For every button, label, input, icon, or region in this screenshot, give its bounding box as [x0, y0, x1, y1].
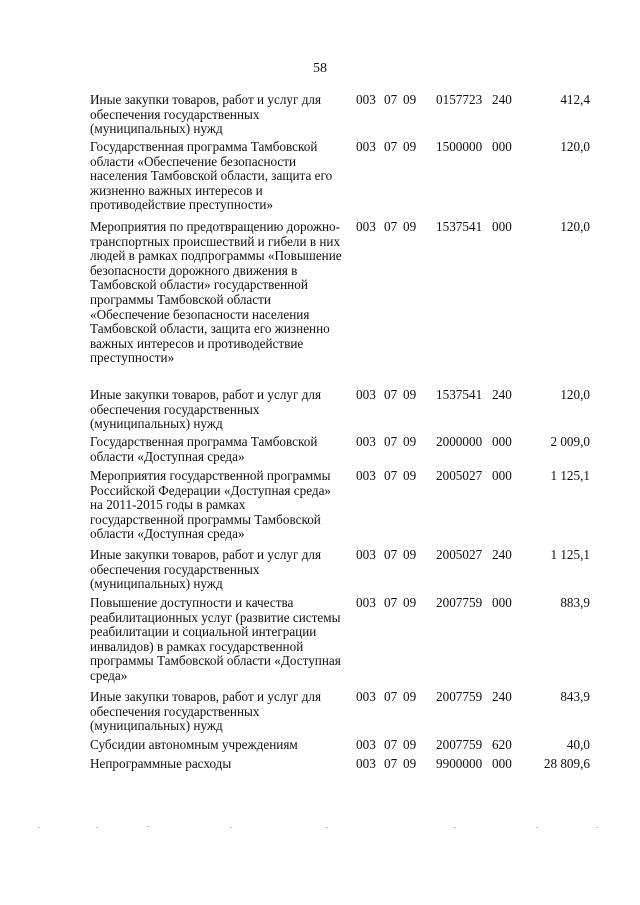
expense-type-code: 000 [492, 468, 512, 483]
section-code: 07 [384, 468, 398, 483]
subsection-code: 09 [403, 689, 417, 704]
row-name: Государственная программа Тамбовской области «Доступная среда» [90, 434, 318, 464]
target-article-code: 2000000 [436, 434, 483, 449]
section-code: 07 [384, 219, 398, 234]
ministry-code: 003 [356, 434, 376, 449]
amount: 883,9 [560, 595, 590, 610]
ministry-code: 003 [356, 468, 376, 483]
section-code: 07 [384, 387, 398, 402]
amount: 1 125,1 [550, 468, 590, 483]
page-number: 58 [313, 61, 327, 76]
section-code: 07 [384, 92, 398, 107]
amount: 2 009,0 [550, 434, 590, 449]
subsection-code: 09 [403, 139, 417, 154]
scan-dot [96, 827, 98, 828]
scan-dot [147, 826, 150, 827]
ministry-code: 003 [356, 547, 376, 562]
amount: 412,4 [560, 92, 590, 107]
section-code: 07 [384, 547, 398, 562]
scan-dot [596, 827, 598, 828]
ministry-code: 003 [356, 387, 376, 402]
row-name: Иные закупки товаров, работ и услуг для обеспечения государственных (муниципальных) нужд [90, 547, 322, 592]
amount: 40,0 [566, 737, 590, 752]
expense-type-code: 240 [492, 547, 512, 562]
subsection-code: 09 [403, 547, 417, 562]
subsection-code: 09 [403, 756, 417, 771]
expense-type-code: 620 [492, 737, 512, 752]
subsection-code: 09 [403, 219, 417, 234]
section-code: 07 [384, 595, 398, 610]
row-name: Иные закупки товаров, работ и услуг для обеспечения государственных (муниципальных) нужд [90, 689, 322, 734]
expense-type-code: 240 [492, 92, 512, 107]
target-article-code: 2007759 [436, 737, 483, 752]
row-name: Иные закупки товаров, работ и услуг для обеспечения государственных (муниципальных) нужд [90, 387, 322, 432]
amount: 120,0 [560, 219, 590, 234]
row-name: Повышение доступности и качества реабилитационных услуг (развитие системы реабилитации и социальной интеграции инвалидов) в рамках государственной программы Тамбовской области «Доступная среда» [90, 595, 341, 683]
row-name: Мероприятия по предотвращению дорожно-транспортных происшествий и гибели в них людей в рамках подпрограммы «Повышение безопасности дорожного движения в Тамбовской области» государственной программы Тамбовской области «Обеспечение безопасности населения Тамбовской области, защита его жизненно важных интересов и противодействие преступности» [90, 219, 342, 366]
ministry-code: 003 [356, 756, 376, 771]
target-article-code: 9900000 [436, 756, 483, 771]
ministry-code: 003 [356, 689, 376, 704]
section-code: 07 [384, 756, 398, 771]
subsection-code: 09 [403, 468, 417, 483]
scan-dot [325, 827, 328, 828]
expense-type-code: 240 [492, 689, 512, 704]
row-name: Мероприятия государственной программы Российской Федерации «Доступная среда» на 2011-2015 годы в рамках государственной программы Тамбовской области «Доступная среда» [90, 468, 332, 542]
target-article-code: 2007759 [436, 595, 483, 610]
subsection-code: 09 [403, 434, 417, 449]
row-name: Непрограммные расходы [90, 756, 232, 771]
subsection-code: 09 [403, 737, 417, 752]
amount: 28 809,6 [543, 756, 590, 771]
subsection-code: 09 [403, 387, 417, 402]
scan-dot [230, 827, 232, 828]
subsection-code: 09 [403, 595, 417, 610]
target-article-code: 2005027 [436, 547, 483, 562]
amount: 1 125,1 [550, 547, 590, 562]
ministry-code: 003 [356, 595, 376, 610]
target-article-code: 2005027 [436, 468, 483, 483]
row-name: Иные закупки товаров, работ и услуг для обеспечения государственных (муниципальных) нужд [90, 92, 322, 137]
target-article-code: 1500000 [436, 139, 483, 154]
section-code: 07 [384, 139, 398, 154]
amount: 120,0 [560, 139, 590, 154]
scan-dot [536, 827, 538, 828]
subsection-code: 09 [403, 92, 417, 107]
amount: 120,0 [560, 387, 590, 402]
ministry-code: 003 [356, 219, 376, 234]
expense-type-code: 000 [492, 434, 512, 449]
row-name: Субсидии автономным учреждениям [90, 737, 298, 752]
section-code: 07 [384, 434, 398, 449]
expense-type-code: 000 [492, 756, 512, 771]
section-code: 07 [384, 737, 398, 752]
expense-type-code: 000 [492, 139, 512, 154]
expense-type-code: 000 [492, 219, 512, 234]
expense-type-code: 240 [492, 387, 512, 402]
scan-dot [453, 827, 456, 828]
target-article-code: 1537541 [436, 387, 483, 402]
ministry-code: 003 [356, 92, 376, 107]
row-name: Государственная программа Тамбовской области «Обеспечение безопасности населения Тамбовской области, защита его жизненно важных интересов и противодействие преступности» [90, 139, 333, 213]
target-article-code: 0157723 [436, 92, 483, 107]
amount: 843,9 [560, 689, 590, 704]
ministry-code: 003 [356, 139, 376, 154]
expense-type-code: 000 [492, 595, 512, 610]
ministry-code: 003 [356, 737, 376, 752]
section-code: 07 [384, 689, 398, 704]
scan-dot [38, 827, 40, 828]
target-article-code: 1537541 [436, 219, 483, 234]
target-article-code: 2007759 [436, 689, 483, 704]
